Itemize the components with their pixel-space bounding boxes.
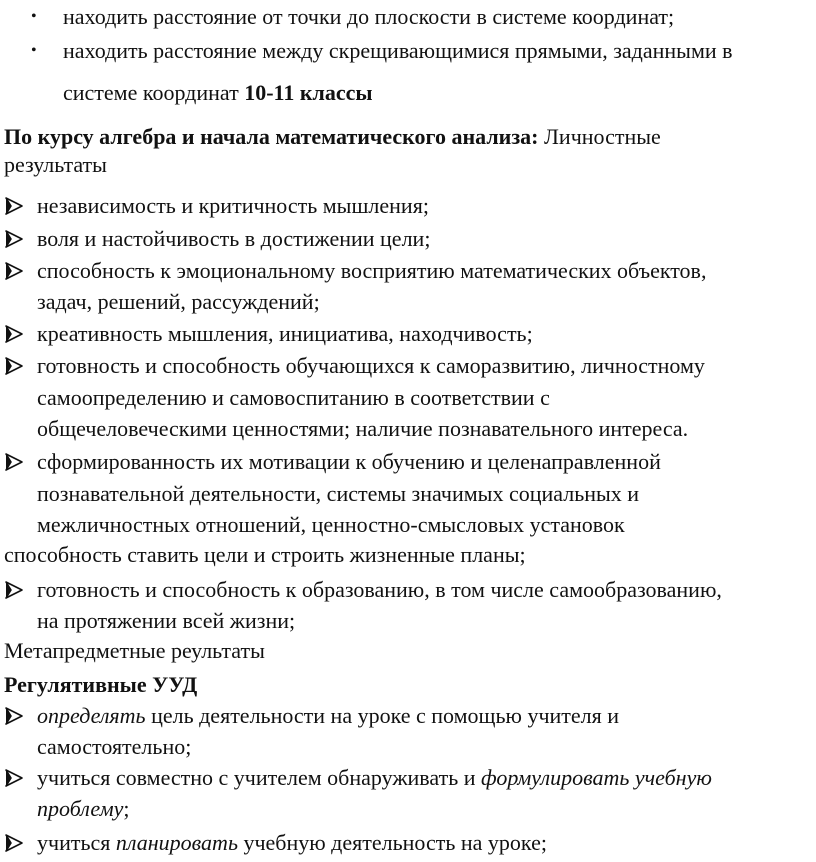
regulatory-item-3-rest: учебную деятельность на уроке; <box>237 830 547 855</box>
personal-item-4-line1: креативность мышления, инициатива, находчивость; <box>37 321 533 346</box>
arrowhead-bullet-icon <box>4 196 26 218</box>
regulatory-item-1-rest: цель деятельности на уроке с помощью учителя и <box>145 703 620 728</box>
personal-item-last-1-line1: готовность и способность к образованию, в том числе самообразованию, <box>37 577 722 602</box>
plain-line: способность ставить цели и строить жизненные планы; <box>4 542 526 567</box>
intro-bullet-2-text: системе координат <box>63 80 239 105</box>
arrowhead-bullet-icon <box>4 768 26 790</box>
personal-item-last-1-line2: на протяжении всей жизни; <box>37 608 296 633</box>
regulatory-item-1-line2: самостоятельно; <box>37 734 192 759</box>
regulatory-item-3 <box>37 830 547 856</box>
personal-item-5-line3: общечеловеческими ценностями; наличие познавательного интереса. <box>37 416 689 441</box>
personal-item-3-line2: задач, решений, рассуждений; <box>37 289 320 314</box>
arrowhead-bullet-icon <box>4 452 26 474</box>
arrowhead-bullet-icon <box>4 356 26 378</box>
personal-item-5-line2: самоопределению и самовоспитанию в соответствии с <box>37 385 550 410</box>
regulatory-item-3-pre: учиться <box>37 830 116 855</box>
dot-bullet-icon: • <box>31 8 37 25</box>
personal-item-6-line3: межличностных отношений, ценностно-смысловых установок <box>37 512 625 537</box>
section-heading-bold: По курсу алгебра и начала математического анализа: <box>4 124 539 149</box>
intro-bullet-2-line2 <box>63 80 373 106</box>
arrowhead-bullet-icon <box>4 261 26 283</box>
personal-item-1-line1: независимость и критичность мышления; <box>37 193 429 218</box>
regulatory-item-2-italic2: проблему <box>37 796 124 821</box>
personal-item-3-line1: способность к эмоциональному восприятию математических объектов, <box>37 258 707 283</box>
regulatory-item-2-line1 <box>37 765 712 791</box>
regulatory-item-3-italic: планировать <box>115 830 238 855</box>
arrowhead-bullet-icon <box>4 833 26 855</box>
personal-item-6-line1: сформированность их мотивации к обучению и целенаправленной <box>37 449 661 474</box>
arrowhead-bullet-icon <box>4 324 26 346</box>
regulatory-item-1-italic: определять <box>37 703 146 728</box>
regulatory-item-2-pre: учиться совместно с учителем обнаруживать и <box>37 765 482 790</box>
arrowhead-bullet-icon <box>4 229 26 251</box>
section-heading <box>4 124 661 150</box>
dot-bullet-icon: • <box>31 42 37 59</box>
personal-item-5-line1: готовность и способность обучающихся к саморазвитию, личностному <box>37 353 705 378</box>
grade-label: 10-11 классы <box>244 80 373 105</box>
arrowhead-bullet-icon <box>4 706 26 728</box>
section-heading-rest: Личностные <box>544 124 661 149</box>
regulatory-item-2-line2 <box>37 796 130 822</box>
section-heading-line2: результаты <box>4 152 107 177</box>
personal-item-6-line2: познавательной деятельности, системы значимых социальных и <box>37 481 640 506</box>
personal-item-2-line1: воля и настойчивость в достижении цели; <box>37 226 431 251</box>
arrowhead-bullet-icon <box>4 580 26 602</box>
meta-heading: Метапредметные реультаты <box>4 638 265 663</box>
regulatory-heading-text: Регулятивные УУД <box>4 672 198 697</box>
intro-bullet-2-line1: находить расстояние между скрещивающимися прямыми, заданными в <box>63 38 733 63</box>
intro-bullet-1: находить расстояние от точки до плоскости в системе координат; <box>63 4 675 29</box>
regulatory-item-1-line1 <box>37 703 619 729</box>
regulatory-item-2-italic: формулировать учебную <box>481 765 712 790</box>
regulatory-heading <box>4 672 197 698</box>
regulatory-item-2-rest: ; <box>123 796 130 821</box>
